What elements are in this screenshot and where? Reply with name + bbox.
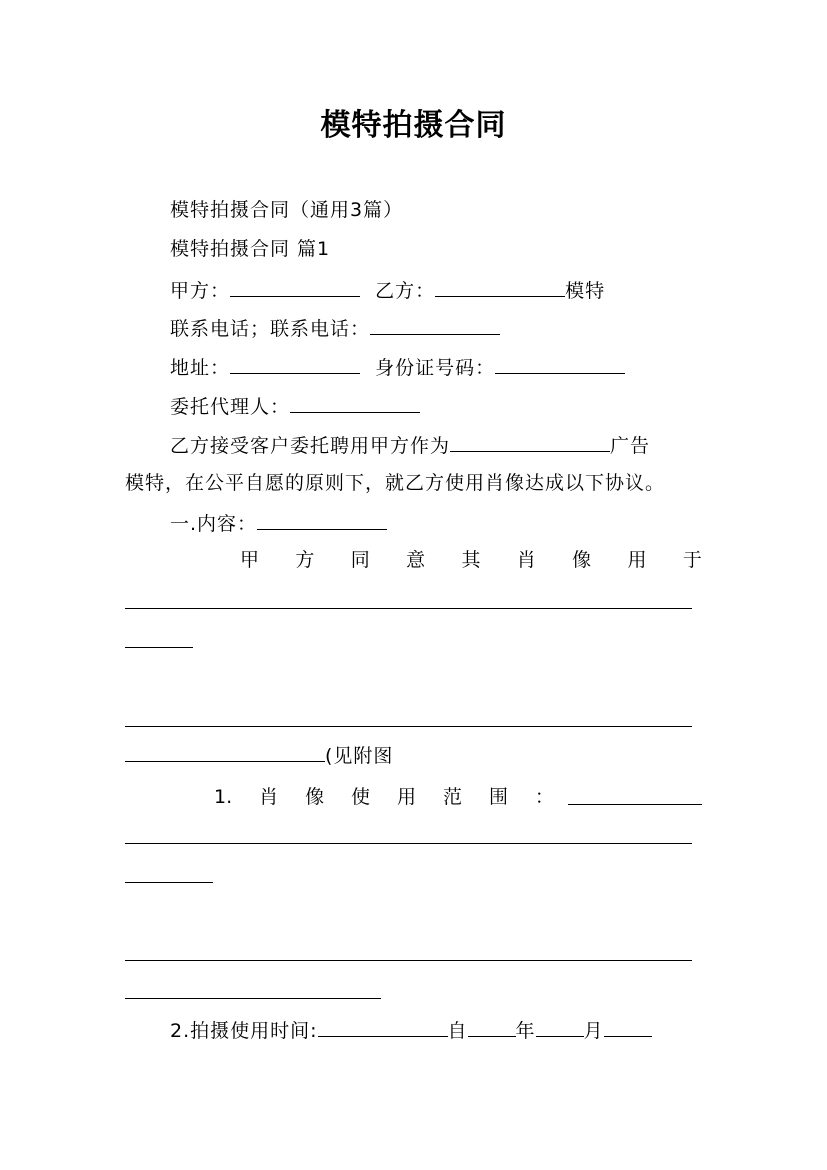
fill-line bbox=[125, 959, 692, 961]
year-blank bbox=[468, 1017, 516, 1037]
fill-line bbox=[125, 646, 193, 648]
agree-char: 于 bbox=[682, 549, 702, 571]
content-blank bbox=[257, 510, 387, 530]
fill-line bbox=[125, 607, 692, 609]
scope-char: 1. bbox=[214, 786, 233, 808]
address-label: 地址： bbox=[170, 357, 231, 379]
year-label: 年 bbox=[515, 1020, 536, 1042]
section-heading: 模特拍摄合同 篇1 bbox=[170, 238, 331, 260]
scope-char: 用 bbox=[397, 786, 417, 808]
party-b-blank bbox=[435, 277, 565, 297]
fill-line bbox=[125, 881, 213, 883]
para-blank bbox=[450, 432, 610, 452]
party-b-label: 乙方： bbox=[375, 280, 436, 302]
agree-char: 意 bbox=[406, 549, 426, 571]
model-label: 模特 bbox=[565, 280, 606, 302]
attach-text: (见附图 bbox=[325, 745, 394, 767]
para-text-a: 乙方接受客户委托聘用甲方作为 bbox=[170, 435, 451, 457]
content-label: 一.内容： bbox=[170, 513, 258, 535]
scope-char: 像 bbox=[305, 786, 325, 808]
agree-char: 同 bbox=[350, 549, 370, 571]
agree-line bbox=[240, 548, 702, 572]
agent-label: 委托代理人： bbox=[170, 396, 291, 418]
address-blank bbox=[230, 354, 360, 374]
agree-char: 方 bbox=[295, 549, 315, 571]
document-title: 模特拍摄合同 bbox=[320, 108, 507, 143]
id-label: 身份证号码： bbox=[375, 357, 496, 379]
scope-char: 使 bbox=[351, 786, 371, 808]
phone-label: 联系电话；联系电话： bbox=[170, 318, 371, 340]
scope-line bbox=[214, 785, 554, 809]
agree-char: 像 bbox=[572, 549, 592, 571]
content-line bbox=[170, 510, 387, 536]
scope-char: ： bbox=[534, 786, 554, 808]
agree-char: 甲 bbox=[240, 549, 260, 571]
agent-line bbox=[170, 393, 420, 419]
party-a-label: 甲方： bbox=[170, 280, 231, 302]
address-line bbox=[170, 354, 625, 380]
id-blank bbox=[495, 354, 625, 374]
time-label: 2.拍摄使用时间: bbox=[170, 1020, 318, 1042]
paragraph-line-2: 模特，在公平自愿的原则下，就乙方使用肖像达成以下协议。 bbox=[125, 472, 666, 494]
fill-line bbox=[125, 997, 381, 999]
attach-line bbox=[125, 742, 393, 768]
agent-blank bbox=[290, 393, 420, 413]
time-line bbox=[170, 1017, 652, 1043]
scope-char: 围 bbox=[488, 786, 508, 808]
para-text-b: 广告 bbox=[610, 435, 651, 457]
scope-char: 范 bbox=[442, 786, 462, 808]
day-blank bbox=[604, 1017, 652, 1037]
paragraph-line-1 bbox=[170, 432, 650, 458]
month-label: 月 bbox=[583, 1020, 604, 1042]
month-blank bbox=[536, 1017, 584, 1037]
party-line bbox=[170, 277, 605, 303]
scope-char: 肖 bbox=[259, 786, 279, 808]
fill-line bbox=[125, 725, 692, 727]
attach-blank bbox=[125, 742, 325, 762]
subtitle: 模特拍摄合同（通用3篇） bbox=[170, 199, 404, 221]
time-blank bbox=[318, 1017, 448, 1037]
phone-line bbox=[170, 315, 500, 341]
scope-blank bbox=[568, 803, 702, 805]
phone-blank bbox=[370, 315, 500, 335]
party-a-blank bbox=[230, 277, 360, 297]
agree-char: 其 bbox=[461, 549, 481, 571]
agree-char: 肖 bbox=[516, 549, 536, 571]
agree-char: 用 bbox=[627, 549, 647, 571]
fill-line bbox=[125, 842, 692, 844]
from-label: 自 bbox=[447, 1020, 468, 1042]
